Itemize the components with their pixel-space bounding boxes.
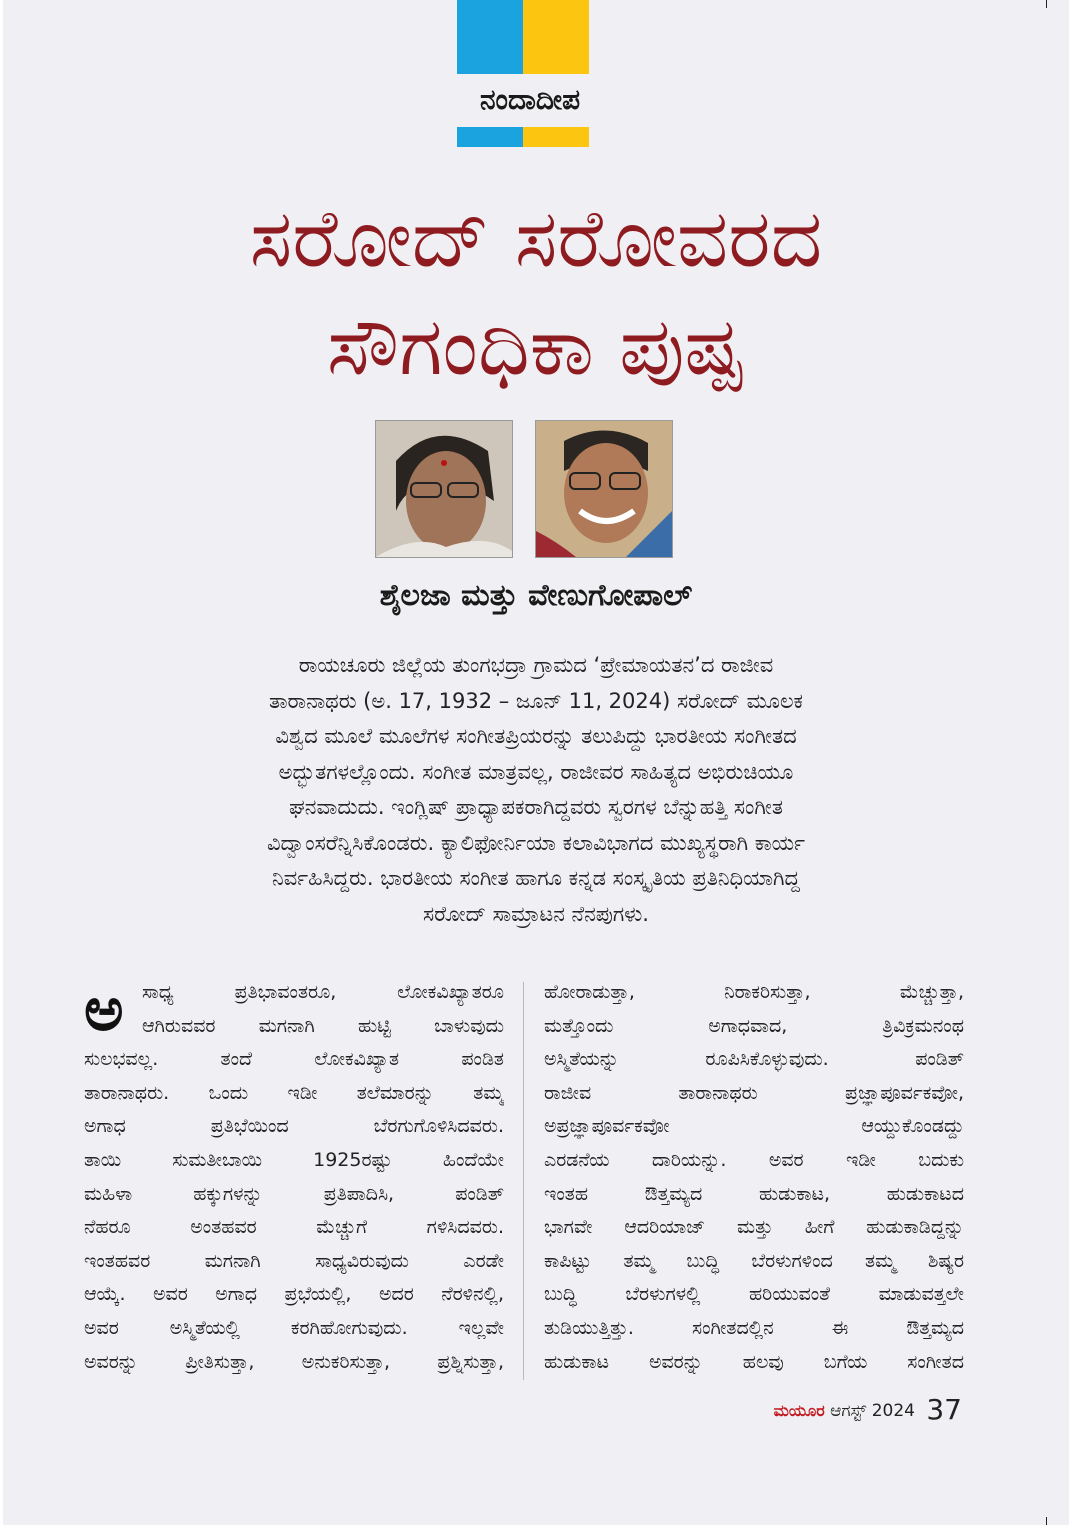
- column-divider: [523, 982, 524, 1380]
- body-line: ಇಂತಹ ಔತ್ತಮ್ಯದ ಹುಡುಕಾಟ, ಹುಡುಕಾಟದ: [544, 1182, 964, 1205]
- author-photo-venugopal: [535, 420, 673, 558]
- body-line: ಮಹಿಳಾ ಹಕ್ಕುಗಳನ್ನು ಪ್ರತಿಪಾದಿಸಿ, ಪಂಡಿತ್: [84, 1182, 504, 1205]
- intro-line: ಅದ್ಭುತಗಳಲ್ಲೊಂದು. ಸಂಗೀತ ಮಾತ್ರವಲ್ಲ, ರಾಜೀವರ ಸಾಹಿತ್ಯದ ಅಭಿರುಚಿಯೂ: [278, 759, 794, 784]
- body-line: ಕಾಪಿಟ್ಟು ತಮ್ಮ ಬುದ್ಧಿ ಬೆರಳುಗಳಿಂದ ತಮ್ಮ ಶಿಷ್ಯರ: [544, 1249, 964, 1272]
- body-line: ಅವರನ್ನು ಪ್ರೀತಿಸುತ್ತಾ, ಅನುಕರಿಸುತ್ತಾ, ಪ್ರಶ್ನಿಸುತ್ತಾ,: [84, 1350, 504, 1373]
- body-line: ರಾಜೀವ ತಾರಾನಾಥರು ಪ್ರಜ್ಞಾಪೂರ್ವಕವೋ,: [544, 1081, 964, 1104]
- crop-mark: [1046, 0, 1047, 8]
- body-column-left: [84, 976, 504, 1379]
- body-line: ಎರಡನೆಯ ದಾರಿಯನ್ನು. ಅವರ ಇಡೀ ಬದುಕು: [544, 1148, 964, 1171]
- body-column-right: [544, 976, 964, 1379]
- body-line: ಬುದ್ಧಿ ಬೆರಳುಗಳಲ್ಲಿ ಹರಿಯುವಂತೆ ಮಾಡುವತ್ತಲೇ: [544, 1283, 964, 1306]
- drop-cap: ಅ: [84, 975, 124, 1045]
- section-bar-blue-bottom: [457, 127, 523, 147]
- article-title-line-2: ಸೌಗಂಧಿಕಾ ಪುಷ್ಪ: [327, 300, 745, 393]
- body-line: ತಾಯಿ ಸುಮತೀಬಾಯಿ 1925ರಷ್ಟು ಹಿಂದೆಯೇ: [84, 1148, 504, 1171]
- body-line: ಸುಲಭವಲ್ಲ. ತಂದೆ ಲೋಕವಿಖ್ಯಾತ ಪಂಡಿತ: [84, 1048, 504, 1071]
- body-line: ಆಗಿರುವವರ ಮಗನಾಗಿ ಹುಟ್ಟಿ ಬಾಳುವುದು: [142, 1014, 504, 1037]
- article-intro: [120, 648, 952, 932]
- body-line: ಹೋರಾಡುತ್ತಾ, ನಿರಾಕರಿಸುತ್ತಾ, ಮೆಚ್ಚುತ್ತಾ,: [544, 981, 964, 1003]
- body-line: ಹುಡುಕಾಟ ಅವರನ್ನು ಹಲವು ಬಗೆಯ ಸಂಗೀತದ: [544, 1350, 964, 1373]
- section-label: ನಂದಾದೀಪ: [479, 83, 581, 116]
- body-line: ಭಾಗವೇ ಆದರಿಯಾಜ್ ಮತ್ತು ಹೀಗೆ ಹುಡುಕಾಡಿದ್ದನ್ನು: [544, 1216, 964, 1239]
- issue-date: ಆಗಸ್ಟ್ 2024: [830, 1401, 915, 1421]
- page-number: 37: [926, 1393, 962, 1426]
- body-line: ಅಪ್ರಜ್ಞಾಪೂರ್ವಕವೋ ಆಯ್ದುಕೊಂಡದ್ದು: [544, 1115, 964, 1138]
- body-line: ಮತ್ತೊಂದು ಅಗಾಧವಾದ, ತ್ರಿವಿಕ್ರಮನಂಥ: [544, 1014, 964, 1037]
- intro-line: ವಿಶ್ವದ ಮೂಲೆ ಮೂಲೆಗಳ ಸಂಗೀತಪ್ರಿಯರನ್ನು ತಲುಪಿದ್ದು ಭಾರತೀಯ ಸಂಗೀತದ: [275, 724, 797, 748]
- intro-line: ನಿರ್ವಹಿಸಿದ್ದರು. ಭಾರತೀಯ ಸಂಗೀತ ಹಾಗೂ ಕನ್ನಡ ಸಂಸ್ಕೃತಿಯ ಪ್ರತಿನಿಧಿಯಾಗಿದ್ದ: [272, 866, 800, 890]
- section-bar-yellow: [523, 0, 589, 74]
- body-line: ನೆಹರೂ ಅಂತಹವರ ಮೆಚ್ಚುಗೆ ಗಳಿಸಿದವರು.: [84, 1216, 504, 1239]
- page-edge-left: [0, 0, 3, 1525]
- intro-line: ತಾರಾನಾಥರು (ಅ. 17, 1932 – ಜೂನ್ 11, 2024) ಸರೋದ್ ಮೂಲಕ: [269, 688, 803, 713]
- intro-line: ವಿದ್ವಾಂಸರೆನ್ನಿಸಿಕೊಂಡರು. ಕ್ಯಾಲಿಫೋರ್ನಿಯಾ ಕಲಾವಿಭಾಗದ ಮುಖ್ಯಸ್ಥರಾಗಿ ಕಾರ್ಯ: [266, 830, 806, 855]
- article-authors: ಶೈಲಜಾ ಮತ್ತು ವೇಣುಗೋಪಾಲ್: [379, 578, 693, 613]
- page-footer: [740, 1392, 962, 1429]
- crop-mark: [1046, 1517, 1047, 1525]
- body-line: ಅಗಾಧ ಪ್ರತಿಭೆಯಿಂದ ಬೆರಗುಗೊಳಿಸಿದವರು.: [84, 1115, 504, 1138]
- body-line: ಅಸ್ಮಿತೆಯನ್ನು ರೂಪಿಸಿಕೊಳ್ಳುವುದು. ಪಂಡಿತ್: [544, 1048, 964, 1071]
- intro-line: ಘನವಾದುದು. ಇಂಗ್ಲಿಷ್ ಪ್ರಾಧ್ಯಾಪಕರಾಗಿದ್ದವರು ಸ್ವರಗಳ ಬೆನ್ನುಹತ್ತಿ ಸಂಗೀತ: [289, 795, 783, 819]
- author-photo-shailaja: [375, 420, 513, 558]
- body-line: ತುಡಿಯುತ್ತಿತ್ತು. ಸಂಗೀತದಲ್ಲಿನ ಈ ಔತ್ತಮ್ಯದ: [544, 1316, 964, 1339]
- body-line: ಆಯ್ಕೆ. ಅವರ ಅಗಾಧ ಪ್ರಭೆಯಲ್ಲಿ, ಅದರ ನೆರಳಿನಲ್ಲಿ,: [84, 1283, 504, 1306]
- intro-line: ಸರೋದ್ ಸಾಮ್ರಾಟನ ನೆನಪುಗಳು.: [423, 901, 649, 926]
- section-bar-yellow-bottom: [523, 127, 589, 147]
- section-bar-blue: [457, 0, 523, 74]
- body-line: ಸಾಧ್ಯ ಪ್ರತಿಭಾವಂತರೂ, ಲೋಕವಿಖ್ಯಾತರೂ: [142, 981, 504, 1003]
- intro-line: ರಾಯಚೂರು ಜಿಲ್ಲೆಯ ತುಂಗಭದ್ರಾ ಗ್ರಾಮದ ‘ಪ್ರೇಮಾಯತನ’ದ ರಾಜೀವ: [298, 653, 774, 677]
- body-line: ತಾರಾನಾಥರು. ಒಂದು ಇಡೀ ತಲೆಮಾರನ್ನು ತಮ್ಮ: [84, 1081, 504, 1104]
- magazine-name: ಮಯೂರ: [773, 1401, 825, 1420]
- body-line: ಇಂತಹವರ ಮಗನಾಗಿ ಸಾಧ್ಯವಿರುವುದು ಎರಡೇ: [84, 1249, 504, 1272]
- body-line: ಅವರ ಅಸ್ಮಿತೆಯಲ್ಲಿ ಕರಗಿಹೋಗುವುದು. ಇಲ್ಲವೇ: [84, 1316, 504, 1339]
- article-title-line-1: ಸರೋದ್ ಸರೋವರದ: [249, 192, 823, 285]
